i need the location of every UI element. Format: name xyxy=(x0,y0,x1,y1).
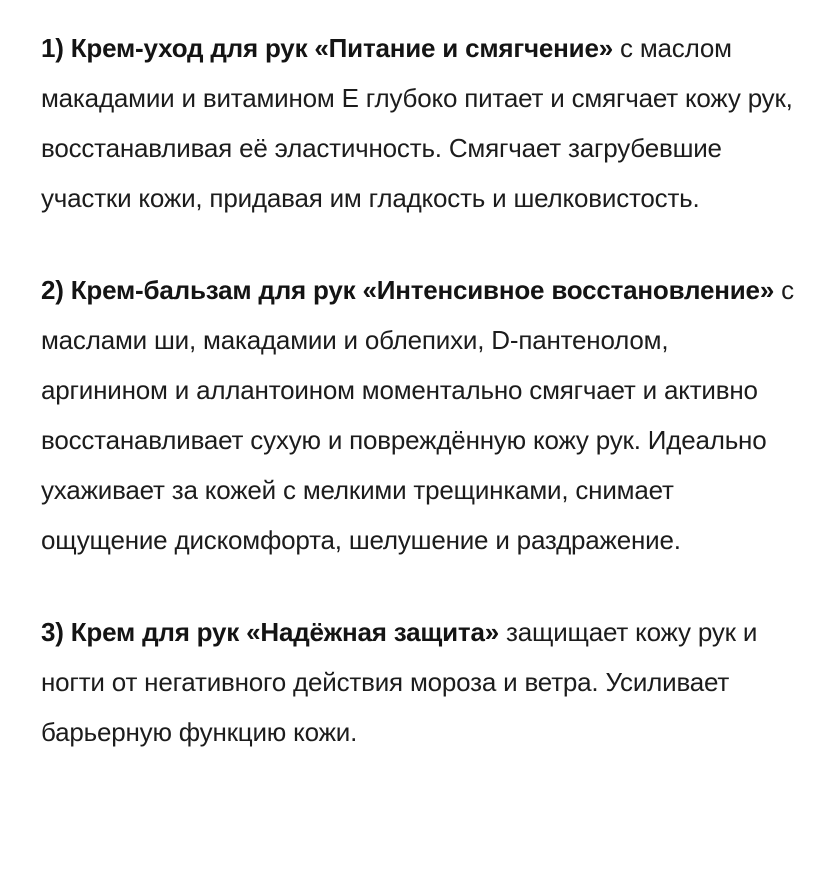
product-text-3-lead: защищает кожу xyxy=(506,617,691,647)
product-text-1: маслом макадамии и витамином Е глубоко питает и смягчает кожу рук, восстанавливая её эластичность. Смягчает загрубевшие участки кожи, придавая им гладкость и шелковистость. xyxy=(41,33,793,213)
product-text-3: рук и ногти от негативного действия мороза и ветра. Усиливает барьерную функцию кожи. xyxy=(41,617,758,747)
product-text-2-lead: с маслами ши, макадамии и xyxy=(41,275,794,355)
product-item-3 xyxy=(41,607,801,757)
product-item-1 xyxy=(41,23,801,223)
product-text-2: облепихи, D-пантенолом, аргинином и аллантоином моментально смягчает и активно восстанавливает сухую и повреждённую кожу рук. Идеально ухаживает за кожей с мелкими трещинками, снимает ощущение дискомфорта, шелушение и раздражение. xyxy=(41,325,767,555)
product-title-3: 3) Крем для рук «Надёжная защита» xyxy=(41,617,499,647)
product-item-2 xyxy=(41,265,801,565)
product-text-1-lead: с xyxy=(620,33,633,63)
product-description xyxy=(41,23,801,757)
product-title-1: 1) Крем-уход для рук «Питание и смягчение» xyxy=(41,33,613,63)
product-title-2: 2) Крем-бальзам для рук «Интенсивное восстановление» xyxy=(41,275,775,305)
